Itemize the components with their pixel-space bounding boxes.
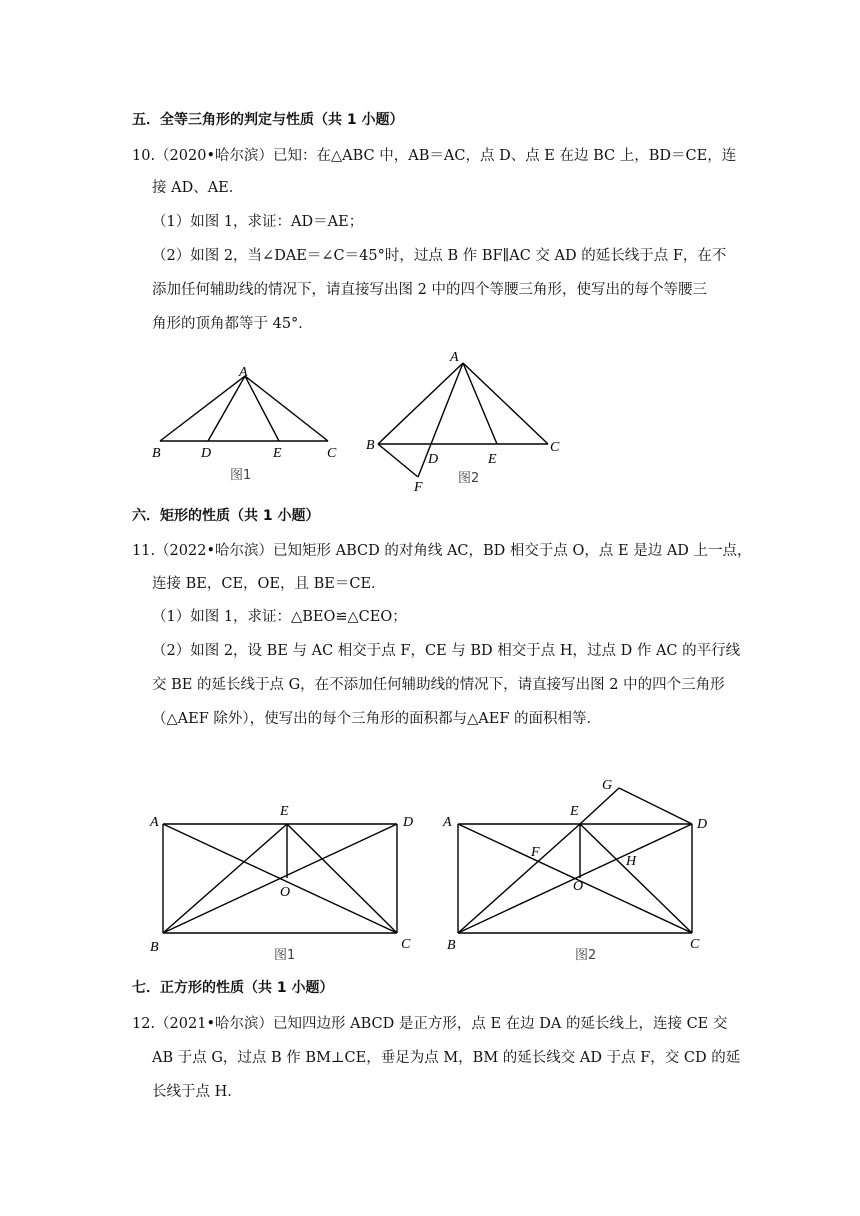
q11-line1: 11.（2022•哈尔滨）已知矩形 ABCD 的对角线 AC，BD 相交于点 O，点 E 是边 AD 上一点， bbox=[132, 543, 752, 559]
q10-fig2-label-c: C bbox=[550, 440, 560, 455]
q11-fig1-label-c: C bbox=[401, 937, 411, 952]
q11-part2-line2: 交 BE 的延长线于点 G，在不添加任何辅助线的情况下，请直接写出图 2 中的四个三角形 bbox=[152, 677, 725, 693]
q11-fig2-label-o: O bbox=[573, 879, 584, 894]
q11-fig1-label-o: O bbox=[280, 885, 291, 900]
q10-part2-line3: 角形的顶角都等于 45°． bbox=[152, 316, 313, 332]
section-heading-5: 五．全等三角形的判定与性质（共 1 小题） bbox=[132, 112, 404, 128]
q11-line2: 连接 BE，CE，OE，且 BE＝CE． bbox=[152, 576, 386, 592]
q11-part1: （1）如图 1，求证：△BEO≌△CEO； bbox=[152, 609, 407, 625]
q10-part1: （1）如图 1，求证：AD＝AE； bbox=[152, 214, 364, 230]
q10-fig1-label-a: A bbox=[239, 365, 248, 380]
q11-fig2-caption: 图2 bbox=[575, 948, 597, 963]
q10-part2-line1: （2）如图 2，当∠DAE＝∠C＝45°时，过点 B 作 BF∥AC 交 AD 的延长线于点 F，在不 bbox=[152, 248, 727, 264]
q11-part2-line1: （2）如图 2，设 BE 与 AC 相交于点 F，CE 与 BD 相交于点 H，过点 D 作 AC 的平行线 bbox=[152, 643, 741, 659]
q11-fig1-caption: 图1 bbox=[274, 948, 296, 963]
q11-fig2-label-f: F bbox=[531, 845, 540, 860]
q11-fig2-label-g: G bbox=[602, 778, 613, 793]
q10-fig1-label-d: D bbox=[201, 446, 212, 461]
q11-fig1-label-e: E bbox=[280, 804, 289, 819]
q10-fig2-label-f: F bbox=[414, 480, 423, 495]
q10-fig1-caption: 图1 bbox=[230, 468, 252, 483]
q11-fig1-label-b: B bbox=[150, 940, 159, 955]
q10-fig2-label-d: D bbox=[428, 452, 439, 467]
q11-fig2-label-d: D bbox=[697, 817, 708, 832]
q10-part2-line2: 添加任何辅助线的情况下，请直接写出图 2 中的四个等腰三角形，使写出的每个等腰三 bbox=[152, 282, 707, 298]
q11-part2-line3: （△AEF 除外），使写出的每个三角形的面积都与△AEF 的面积相等． bbox=[152, 711, 602, 727]
q10-fig2-caption: 图2 bbox=[458, 471, 480, 486]
q10-line1: 10.（2020•哈尔滨）已知：在△ABC 中，AB＝AC，点 D、点 E 在边 BC 上，BD＝CE，连 bbox=[132, 148, 737, 164]
q11-fig2-label-a: A bbox=[443, 815, 452, 830]
q12-line3: 长线于点 H． bbox=[152, 1084, 242, 1100]
section-heading-6: 六．矩形的性质（共 1 小题） bbox=[132, 508, 320, 524]
q11-fig1-label-d: D bbox=[403, 815, 414, 830]
q10-fig2-label-e: E bbox=[488, 452, 497, 467]
q12-line1: 12.（2021•哈尔滨）已知四边形 ABCD 是正方形，点 E 在边 DA 的延长线上，连接 CE 交 bbox=[132, 1016, 728, 1032]
q11-fig1-label-a: A bbox=[150, 815, 159, 830]
q11-fig2-label-e: E bbox=[570, 804, 579, 819]
q12-line2: AB 于点 G，过点 B 作 BM⊥CE，垂足为点 M，BM 的延长线交 AD 于点 F，交 CD 的延 bbox=[152, 1050, 741, 1066]
q10-fig1-label-b: B bbox=[152, 446, 161, 461]
q10-fig2-label-b: B bbox=[366, 438, 375, 453]
section-heading-7: 七．正方形的性质（共 1 小题） bbox=[132, 980, 334, 996]
q10-fig2-label-a: A bbox=[450, 350, 459, 365]
q10-fig1-label-c: C bbox=[327, 446, 337, 461]
q11-fig2-label-c: C bbox=[690, 937, 700, 952]
q10-line2: 接 AD、AE． bbox=[152, 180, 244, 196]
q10-fig1-label-e: E bbox=[273, 446, 282, 461]
q11-fig2-label-b: B bbox=[447, 938, 456, 953]
q11-fig2-label-h: H bbox=[626, 854, 637, 869]
